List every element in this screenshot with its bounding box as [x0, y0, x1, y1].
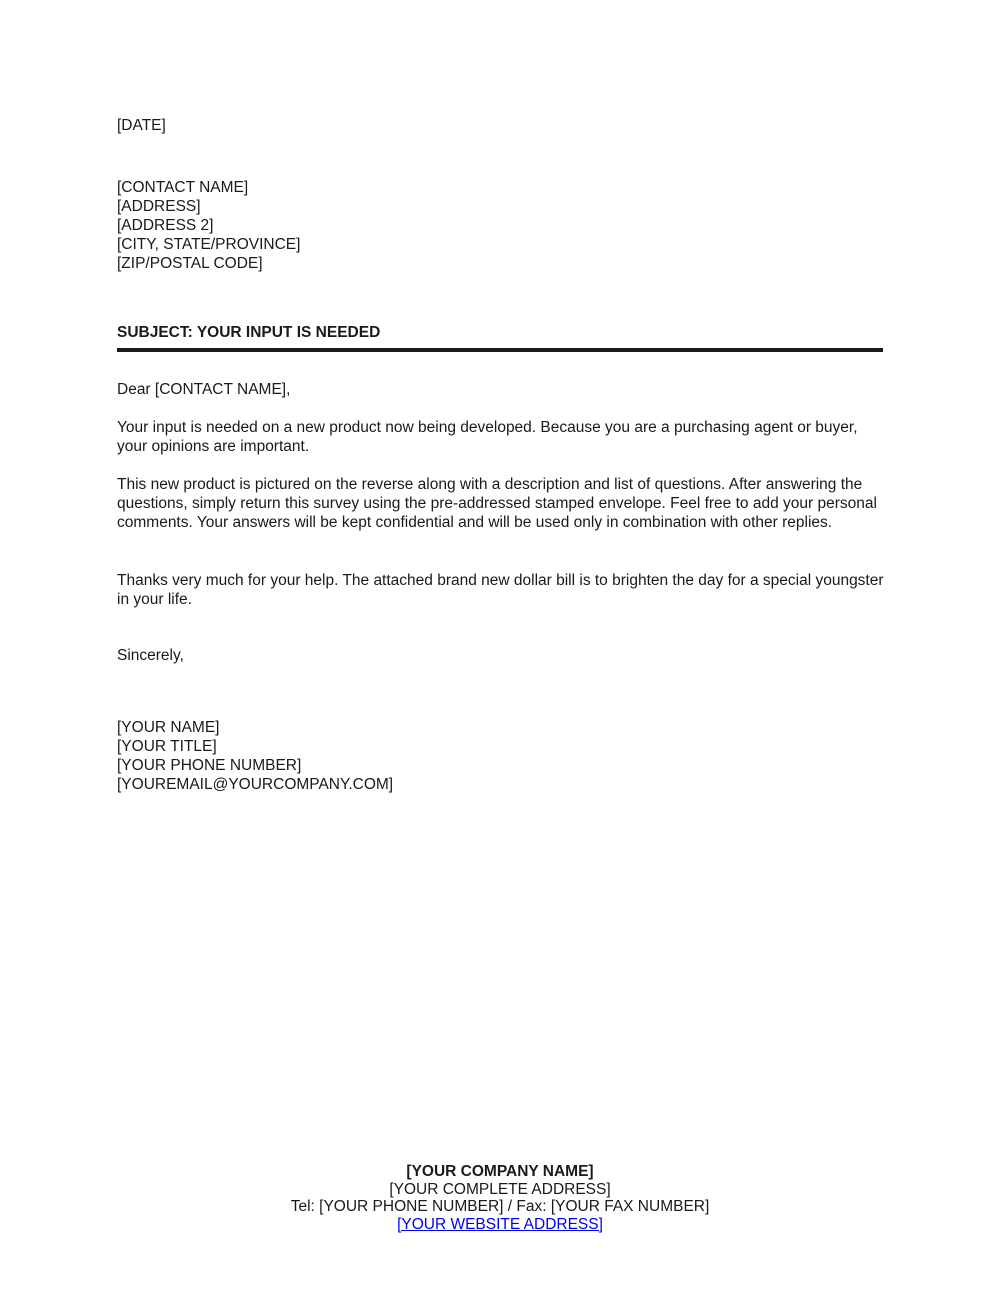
footer: [0, 1163, 1000, 1233]
signature-email: [YOUREMAIL@YOURCOMPANY.COM]: [117, 776, 394, 793]
recipient-city-state: [CITY, STATE/PROVINCE]: [117, 236, 301, 253]
signature-block: [117, 718, 887, 794]
body-paragraph-1: Your input is needed on a new product now being developed. Because you are a purchasing agent or buyer, your opinions are important.: [117, 419, 858, 455]
salutation: Dear [CONTACT NAME],: [117, 381, 291, 398]
body-paragraph-2: This new product is pictured on the reverse along with a description and list of questions. After answering the questions, simply return this survey using the pre-addressed stamped envelope. Feel free to add your personal comments. Your answers will be kept confidential and will be used only in combination with other replies.: [117, 476, 877, 531]
footer-address: [YOUR COMPLETE ADDRESS]: [389, 1180, 611, 1198]
signature-phone: [YOUR PHONE NUMBER]: [117, 757, 302, 774]
signature-name: [YOUR NAME]: [117, 719, 220, 736]
footer-website-link[interactable]: [YOUR WEBSITE ADDRESS]: [397, 1215, 603, 1233]
body-paragraph-3: Thanks very much for your help. The attached brand new dollar bill is to brighten the day for a special youngster in your life.: [117, 572, 884, 608]
recipient-address: [ADDRESS]: [117, 198, 201, 215]
subject-line: SUBJECT: YOUR INPUT IS NEEDED: [117, 324, 381, 341]
footer-company-name: [YOUR COMPANY NAME]: [406, 1163, 594, 1180]
signature-title: [YOUR TITLE]: [117, 738, 217, 755]
recipient-contact-name: [CONTACT NAME]: [117, 179, 249, 196]
subject-divider-rule: [117, 348, 883, 352]
recipient-address-block: [117, 178, 887, 273]
recipient-zip-code: [ZIP/POSTAL CODE]: [117, 255, 263, 272]
closing: Sincerely,: [117, 647, 184, 664]
date-placeholder: [DATE]: [117, 117, 166, 134]
recipient-address-2: [ADDRESS 2]: [117, 217, 214, 234]
footer-tel-fax: Tel: [YOUR PHONE NUMBER] / Fax: [YOUR FAX NUMBER]: [290, 1198, 710, 1215]
